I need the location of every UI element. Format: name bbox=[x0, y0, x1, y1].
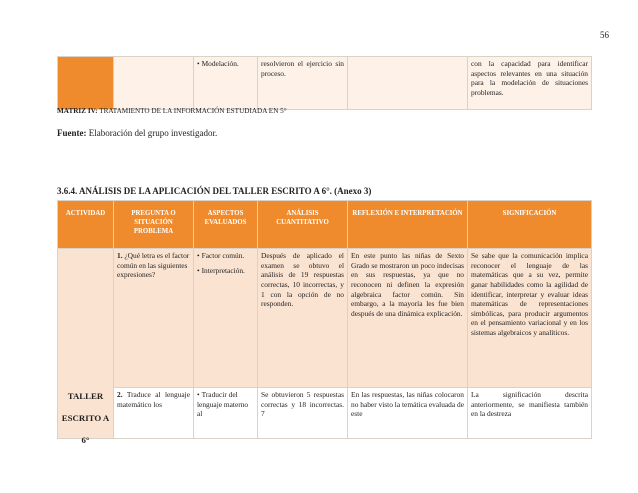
matrix-caption-text: TRATAMIENTO DE LA INFORMACIÓN ESTUDIADA EN 5° bbox=[99, 107, 287, 115]
activity-line-1: TALLER bbox=[67, 391, 104, 401]
top-table-cell-aspects bbox=[194, 57, 258, 110]
section-heading: 3.6.4. ANÁLISIS DE LA APLICACIÓN DEL TALLER ESCRITO A 6°. (Anexo 3) bbox=[57, 186, 372, 196]
question-text: ¿Qué letra es el factor común en las siguientes expresiones? bbox=[117, 251, 190, 280]
table-row bbox=[58, 249, 592, 388]
aspect-item: Factor común. bbox=[201, 251, 245, 260]
aspect-item: Traducir del lenguaje materno al bbox=[197, 390, 249, 419]
analysis-table-header-row bbox=[58, 201, 592, 249]
top-table-continuation bbox=[57, 56, 592, 110]
top-table-aspect-text: Modelación. bbox=[201, 59, 239, 68]
page-number: 56 bbox=[600, 30, 609, 40]
top-table-cell-question bbox=[114, 57, 194, 110]
aspect-item: Interpretación. bbox=[201, 265, 245, 275]
source-text: Elaboración del grupo investigador. bbox=[88, 128, 218, 138]
question-cell bbox=[114, 388, 194, 439]
activity-line-3: 6° bbox=[81, 435, 90, 445]
header-activity: ACTIVIDAD bbox=[58, 201, 114, 249]
matrix-caption bbox=[57, 107, 287, 115]
question-number: 2. bbox=[117, 390, 123, 399]
question-number: 1. bbox=[117, 251, 123, 260]
source-label: Fuente: bbox=[57, 128, 87, 138]
table-row bbox=[58, 388, 592, 439]
analysis-table bbox=[57, 200, 592, 445]
question-text: Traduce al lenguaje matemático los bbox=[117, 390, 190, 409]
reflection-cell: En las respuestas, las niñas colocaron no haber visto la temática evaluada de este bbox=[348, 388, 468, 439]
significance-cell: La significación descrita anteriormente, se manifiesta también en la destreza bbox=[468, 388, 592, 439]
activity-cell bbox=[58, 249, 114, 445]
aspects-cell bbox=[194, 249, 258, 388]
header-reflection: REFLEXIÓN E INTERPRETACIÓN bbox=[348, 201, 468, 249]
question-cell bbox=[114, 249, 194, 388]
top-table-cell-activity bbox=[58, 57, 114, 110]
source-line bbox=[57, 128, 217, 138]
header-quant: ANÁLISIS CUANTITATIVO bbox=[258, 201, 348, 249]
matrix-caption-label: MATRIZ IV: bbox=[57, 107, 98, 115]
quant-cell: Después de aplicado el examen se obtuvo el análisis de 19 respuestas correctas, 10 incorrectas, y 1 con la opción de no responden. bbox=[258, 249, 348, 388]
significance-cell: Se sabe que la comunicación implica reconocer el lenguaje de las matemáticas que a su vez, permite ganar habilidades como la agilidad de identificar, interpretar y evaluar ideas matemáticas de representaciones simbólicas, para producir argumentos en el pensamiento variacional y en los sistemas algebraicos y analíticos. bbox=[468, 249, 592, 388]
header-significance: SIGNIFICACIÓN bbox=[468, 201, 592, 249]
reflection-cell: En este punto las niñas de Sexto Grado se mostraron un poco indecisas en sus respuestas, ya que no reconocen ni definen la expresión algebraica factor común. Sin embargo, a la mayoría les fue bien después de una dinámica explicación. bbox=[348, 249, 468, 388]
top-table-cell-quant: resolvieron el ejercicio sin proceso. bbox=[258, 57, 348, 110]
header-aspects: ASPECTOS EVALUADOS bbox=[194, 201, 258, 249]
quant-cell: Se obtuvieron 5 respuestas correctas y 18 incorrectas. 7 bbox=[258, 388, 348, 439]
top-table-cell-significance: con la capacidad para identificar aspectos relevantes en una situación para la modelación de situaciones problemas. bbox=[468, 57, 592, 110]
activity-line-2: ESCRITO A bbox=[61, 413, 110, 423]
header-question: PREGUNTA O SITUACIÓN PROBLEMA bbox=[114, 201, 194, 249]
aspects-cell bbox=[194, 388, 258, 439]
top-table-cell-reflection bbox=[348, 57, 468, 110]
